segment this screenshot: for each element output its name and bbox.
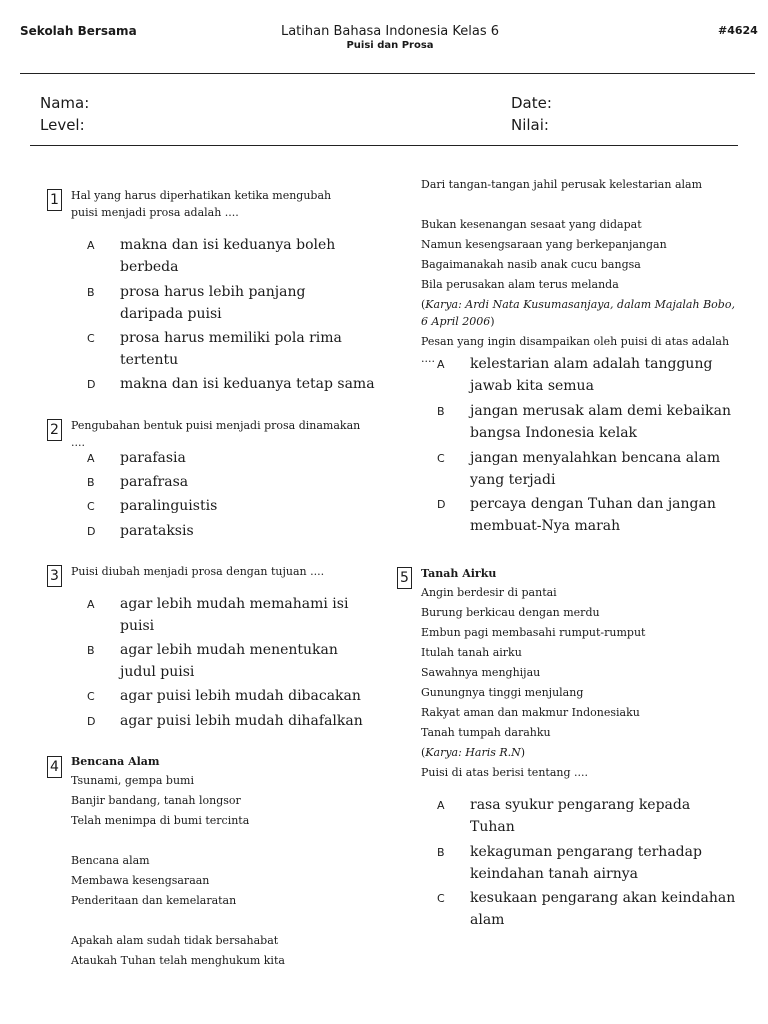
option-letter: C <box>87 332 95 345</box>
option-letter: B <box>437 405 445 418</box>
question-text: Hal yang harus diperhatikan ketika mengubah puisi menjadi prosa adalah .... <box>71 189 332 219</box>
question-text: Pesan yang ingin disampaikan oleh puisi di atas adalah .... <box>421 335 730 365</box>
answer-option[interactable]: makna dan isi keduanya boleh berbeda <box>120 237 336 275</box>
question-number: 3 <box>47 565 62 587</box>
option-letter: A <box>87 598 95 611</box>
answer-option[interactable]: agar lebih mudah menentukan judul puisi <box>120 642 338 680</box>
poem-credit: (Karya: Haris R.N) <box>421 746 526 759</box>
option-letter: D <box>87 525 96 538</box>
poem-body-continued: Dari tangan-tangan jahil perusak kelestarian alam Bukan kesenangan sesaat yang didapat Namun kesengsaraan yang berkepanjangan Bagaimanakah nasib anak cucu bangsa Bila perusakan alam terus melanda <box>421 178 703 291</box>
answer-option[interactable]: agar lebih mudah memahami isi puisi <box>120 596 349 634</box>
answer-option[interactable]: paralinguistis <box>120 498 218 514</box>
poem-credit: (Karya: Ardi Nata Kusumasanjaya, dalam Majalah Bobo, 6 April 2006) <box>421 298 735 328</box>
option-letter: A <box>87 452 95 465</box>
answer-option[interactable]: jangan merusak alam demi kebaikan bangsa Indonesia kelak <box>470 403 731 441</box>
answer-option[interactable]: kelestarian alam adalah tanggung jawab kita semua <box>470 356 713 394</box>
answer-option[interactable]: prosa harus lebih panjang daripada puisi <box>120 284 306 322</box>
option-letter: D <box>87 715 96 728</box>
option-letter: A <box>437 799 445 812</box>
answer-option[interactable]: prosa harus memiliki pola rima tertentu <box>120 330 342 368</box>
poem-credit-text: Karya: Ardi Nata Kusumasanjaya, dalam Majalah Bobo, 6 April 2006 <box>421 298 735 328</box>
option-letter: A <box>437 358 445 371</box>
answer-option[interactable]: agar puisi lebih mudah dibacakan <box>120 688 361 704</box>
fields-divider <box>30 145 738 146</box>
question-number: 5 <box>397 567 412 589</box>
poem-body: Angin berdesir di pantai Burung berkicau dengan merdu Embun pagi membasahi rumput-rumput Itulah tanah airku Sawahnya menghijau Gunungnya tinggi menjulang Rakyat aman dan makmur Indonesiaku Tanah tumpah darahku <box>421 586 646 739</box>
option-letter: C <box>87 690 95 703</box>
option-letter: C <box>437 892 445 905</box>
worksheet-title: Latihan Bahasa Indonesia Kelas 6 <box>280 24 500 39</box>
header-divider <box>20 73 755 74</box>
school-name: Sekolah Bersama <box>20 24 137 38</box>
answer-option[interactable]: parafrasa <box>120 474 189 490</box>
answer-option[interactable]: kesukaan pengarang akan keindahan alam <box>470 890 736 928</box>
poem-credit-text: Karya: Haris R.N <box>425 746 521 759</box>
option-letter: B <box>87 286 95 299</box>
worksheet-subtitle: Puisi dan Prosa <box>346 40 434 51</box>
option-letter: D <box>437 498 446 511</box>
answer-option[interactable]: percaya dengan Tuhan dan jangan membuat-Nya marah <box>470 496 716 534</box>
answer-option[interactable]: jangan menyalahkan bencana alam yang terjadi <box>470 450 721 488</box>
option-letter: B <box>87 644 95 657</box>
question-text: Pengubahan bentuk puisi menjadi prosa dinamakan .... <box>71 419 361 449</box>
poem-title: Bencana Alam <box>71 755 160 768</box>
worksheet-id: #4624 <box>718 24 758 37</box>
level-field-label: Level: <box>40 116 85 134</box>
option-letter: D <box>87 378 96 391</box>
answer-option[interactable]: agar puisi lebih mudah dihafalkan <box>120 713 363 729</box>
option-letter: C <box>87 500 95 513</box>
poem-title: Tanah Airku <box>421 567 497 580</box>
answer-option[interactable]: parafasia <box>120 450 186 466</box>
answer-option[interactable]: makna dan isi keduanya tetap sama <box>120 376 375 392</box>
answer-option[interactable]: parataksis <box>120 523 194 539</box>
name-field-label: Nama: <box>40 94 90 112</box>
question-text: Puisi diubah menjadi prosa dengan tujuan .... <box>71 565 325 578</box>
answer-option[interactable]: rasa syukur pengarang kepada Tuhan <box>470 797 691 835</box>
option-letter: C <box>437 452 445 465</box>
option-letter: A <box>87 239 95 252</box>
score-field-label: Nilai: <box>511 116 549 134</box>
poem-body: Tsunami, gempa bumi Banjir bandang, tanah longsor Telah menimpa di bumi tercinta Bencana alam Membawa kesengsaraan Penderitaan dan kemelaratan Apakah alam sudah tidak bersahabat Ataukah Tuhan telah menghukum kita <box>71 774 285 967</box>
question-number: 2 <box>47 419 62 441</box>
date-field-label: Date: <box>511 94 552 112</box>
answer-option[interactable]: kekaguman pengarang terhadap keindahan tanah airnya <box>470 844 702 882</box>
question-text: Puisi di atas berisi tentang .... <box>421 766 588 779</box>
question-number: 4 <box>47 756 62 778</box>
option-letter: B <box>437 846 445 859</box>
option-letter: B <box>87 476 95 489</box>
question-number: 1 <box>47 189 62 211</box>
